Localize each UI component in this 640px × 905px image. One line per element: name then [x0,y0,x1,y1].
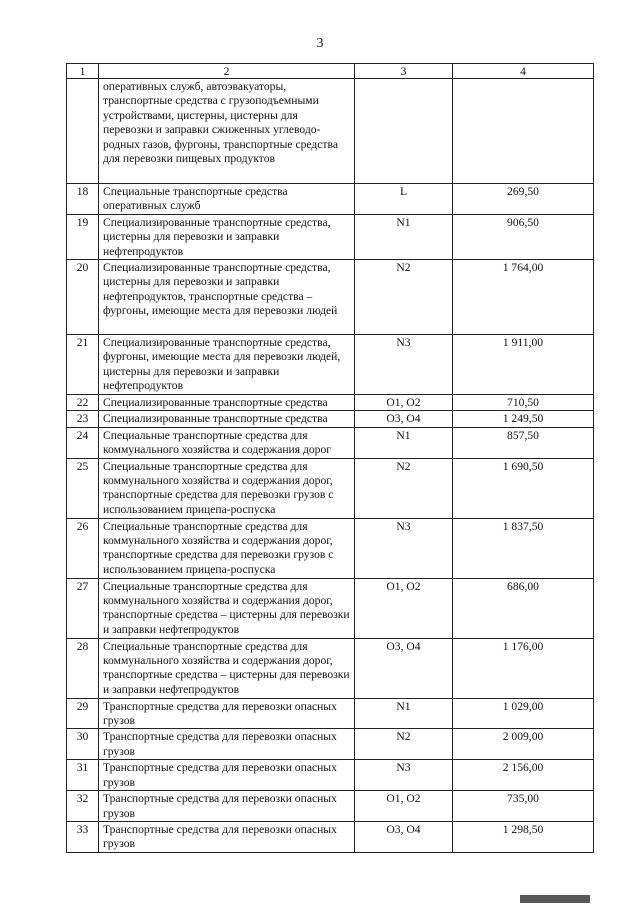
continuation-row [67,79,594,184]
vehicle-description: Специализированные транспортные средства [99,395,355,411]
vehicle-description: Специальные транспортные средства для коммунального хозяйства и содержания дорог [99,427,355,458]
fee-amount: 269,50 [453,184,594,215]
fee-amount: 1 029,00 [453,698,594,729]
row-number: 24 [67,427,99,458]
table-row [67,578,594,638]
vehicle-category: N1 [355,427,453,458]
vehicle-category: N1 [355,214,453,259]
table-row [67,214,594,259]
fee-amount: 857,50 [453,427,594,458]
table-row [67,427,594,458]
vehicle-description: Специальные транспортные средства для коммунального хозяйства и содержания дорог, транспортные средства – цистерны для перевозки и заправки нефтепродуктов [99,578,355,638]
row-number: 18 [67,184,99,215]
fee-amount: 710,50 [453,395,594,411]
row-number: 28 [67,638,99,698]
table-header-row [67,64,594,79]
table-row [67,821,594,852]
table-row [67,335,594,395]
vehicle-description: Транспортные средства для перевозки опасных грузов [99,698,355,729]
row-number: 29 [67,698,99,729]
table-row [67,760,594,791]
vehicle-category [355,79,453,184]
row-number [67,79,99,184]
fee-amount: 735,00 [453,791,594,822]
header-col-1: 1 [67,64,99,79]
row-number: 20 [67,260,99,335]
row-number: 33 [67,821,99,852]
vehicle-description: Транспортные средства для перевозки опасных грузов [99,729,355,760]
table-row [67,638,594,698]
vehicle-description: Транспортные средства для перевозки опасных грузов [99,791,355,822]
fee-amount: 906,50 [453,214,594,259]
vehicle-description: Специализированные транспортные средства, цистерны для перевозки и заправки нефтепродуктов [99,214,355,259]
table-row [67,729,594,760]
fee-amount: 686,00 [453,578,594,638]
vehicle-description: Специализированные транспортные средства [99,411,355,427]
vehicle-category: N3 [355,760,453,791]
table-row [67,184,594,215]
vehicle-category: O3, O4 [355,821,453,852]
row-number: 26 [67,518,99,578]
fee-amount: 1 764,00 [453,260,594,335]
fee-amount: 2 156,00 [453,760,594,791]
fee-amount: 1 249,50 [453,411,594,427]
vehicle-category: N3 [355,518,453,578]
header-col-2: 2 [99,64,355,79]
vehicle-description: Специализированные транспортные средства, фургоны, имеющие места для перевозки людей, цистерны для перевозки и заправки нефтепродуктов [99,335,355,395]
vehicle-category: O1, O2 [355,578,453,638]
vehicle-category: O3, O4 [355,638,453,698]
row-number: 19 [67,214,99,259]
row-number: 32 [67,791,99,822]
row-number: 22 [67,395,99,411]
row-number: 31 [67,760,99,791]
row-number: 23 [67,411,99,427]
vehicle-category: N2 [355,458,453,518]
table-row [67,698,594,729]
row-number: 27 [67,578,99,638]
vehicle-description: Транспортные средства для перевозки опасных грузов [99,760,355,791]
table-row [67,260,594,335]
table-row [67,395,594,411]
page-number: 3 [316,36,324,51]
vehicle-category: N2 [355,260,453,335]
fee-amount: 1 298,50 [453,821,594,852]
header-col-3: 3 [355,64,453,79]
header-col-4: 4 [453,64,594,79]
scan-edge-mark [520,895,590,903]
row-number: 30 [67,729,99,760]
fee-table [66,63,594,853]
vehicle-description: Специальные транспортные средства для коммунального хозяйства и содержания дорог, транспортные средства – цистерны для перевозки и заправки нефтепродуктов [99,638,355,698]
row-number: 25 [67,458,99,518]
row-number: 21 [67,335,99,395]
fee-amount: 1 176,00 [453,638,594,698]
table-row [67,411,594,427]
vehicle-category: N2 [355,729,453,760]
table-row [67,518,594,578]
vehicle-description: Транспортные средства для перевозки опасных грузов [99,821,355,852]
vehicle-description: Специализированные транспортные средства, цистерны для перевозки и заправки нефтепродуктов, транспортные средства – фургоны, имеющие места для перевозки людей [99,260,355,335]
fee-amount: 1 690,50 [453,458,594,518]
table-row [67,791,594,822]
vehicle-category: N3 [355,335,453,395]
vehicle-category: O1, O2 [355,791,453,822]
fee-amount: 1 911,00 [453,335,594,395]
vehicle-category: N1 [355,698,453,729]
vehicle-description: Специальные транспортные средства оперативных служб [99,184,355,215]
vehicle-category: L [355,184,453,215]
vehicle-description: оперативных служб, автоэвакуаторы, транспортные средства с грузоподъемными устройствами, цистерны, цистерны для перевозки и заправки сжиженных углеводо-родных газов, фургоны, транспортные средства для перевозки пищевых продуктов [99,79,355,184]
fee-amount: 1 837,50 [453,518,594,578]
fee-amount: 2 009,00 [453,729,594,760]
fee-amount [453,79,594,184]
vehicle-category: O3, O4 [355,411,453,427]
vehicle-category: O1, O2 [355,395,453,411]
vehicle-description: Специальные транспортные средства для коммунального хозяйства и содержания дорог, транспортные средства для перевозки грузов с использованием прицепа-роспуска [99,518,355,578]
vehicle-description: Специальные транспортные средства для коммунального хозяйства и содержания дорог, транспортные средства для перевозки грузов с использованием прицепа-роспуска [99,458,355,518]
table-row [67,458,594,518]
